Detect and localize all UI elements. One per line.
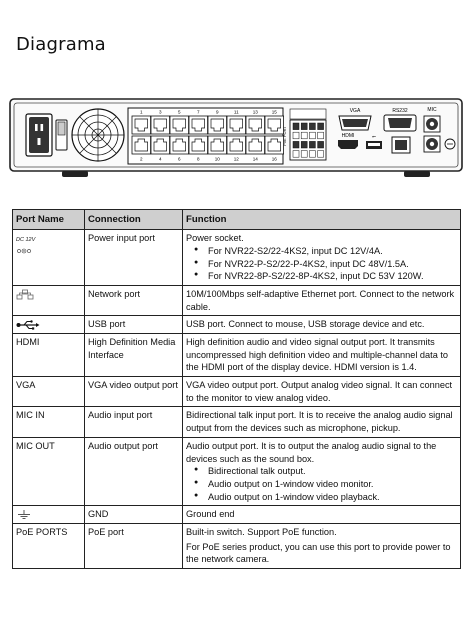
rear-panel-drawing (0, 94, 474, 180)
mic-in-jack-icon (424, 116, 440, 132)
terminal-pin (293, 141, 299, 148)
terminal-pin (318, 132, 324, 139)
network-icon (16, 289, 34, 301)
rj45-port (151, 116, 170, 134)
terminal-pin (318, 123, 324, 130)
terminal-pin (293, 132, 299, 139)
mic-in-port-name: MIC IN (13, 407, 85, 437)
table-row (13, 285, 461, 315)
power-socket-icon (26, 114, 52, 156)
usb-port-connection: USB port (85, 316, 183, 334)
power-port-intro: Power socket. (186, 233, 244, 244)
port-number: 13 (252, 109, 258, 115)
port-number: 8 (197, 156, 200, 162)
network-port-connection: Network port (85, 285, 183, 315)
terminal-pin (309, 123, 315, 130)
gnd-port-connection: GND (85, 506, 183, 524)
hdmi-port-connection: High Definition Media Interface (85, 334, 183, 377)
list-item: ● For NVR22-S2/22-4KS2, input DC 12V/4A. (186, 245, 457, 258)
port-number: 5 (178, 109, 181, 115)
terminal-pin (301, 123, 307, 130)
terminal-pin (301, 141, 307, 148)
rj45-port (132, 116, 151, 134)
rj45-port (265, 136, 284, 154)
mic-out-port-name: MIC OUT (13, 437, 85, 505)
mic-in-port-function: Bidirectional talk input port. It is to receive the analog audio signal output from the devices such as microphone, pickup. (183, 407, 461, 437)
power-port-connection: Power input port (85, 230, 183, 286)
usb-icon (16, 320, 40, 330)
network-port-icon (392, 137, 410, 153)
table-row (13, 407, 461, 437)
rj45-port (208, 136, 227, 154)
rj45-port (227, 116, 246, 134)
mic-out-port-function (183, 437, 461, 505)
poe-port-function (183, 523, 461, 568)
port-number: 9 (216, 109, 219, 115)
vga-port-function: VGA video output port. Output analog video signal. It can connect to the monitor to view analog video. (183, 377, 461, 407)
poe-port-connection: PoE port (85, 523, 183, 568)
terminal-pin (309, 132, 315, 139)
mic-out-jack-icon (424, 136, 440, 152)
poe-port-label: PoE PORT (282, 126, 287, 146)
rj45-port (227, 136, 246, 154)
hdmi-port-icon (338, 140, 358, 149)
header-connection: Connection (85, 210, 183, 230)
terminal-pin (293, 151, 299, 158)
table-row (13, 230, 461, 286)
port-number: 15 (271, 109, 277, 115)
terminal-pin (301, 132, 307, 139)
port-number: 6 (178, 156, 181, 162)
mic-out-port-connection: Audio output port (85, 437, 183, 505)
rj45-port (246, 136, 265, 154)
header-function: Function (183, 210, 461, 230)
port-number: 16 (271, 156, 277, 162)
list-item: ● Bidirectional talk output. (186, 465, 457, 478)
vga-label: VGA (349, 108, 361, 114)
power-port-function (183, 230, 461, 286)
vga-port-connection: VGA video output port (85, 377, 183, 407)
table-row (13, 437, 461, 505)
power-port-name (13, 230, 85, 286)
svg-text:⭠: ⭠ (371, 134, 377, 140)
network-port-function: 10M/100Mbps self-adaptive Ethernet port. Connect to the network cable. (183, 285, 461, 315)
rj45-port (208, 116, 227, 134)
rj45-port (189, 136, 208, 154)
rs232-port-icon (384, 115, 416, 131)
terminal-pin (309, 141, 315, 148)
rj45-port (151, 136, 170, 154)
port-number: 10 (214, 156, 220, 162)
gnd-port-function: Ground end (183, 506, 461, 524)
usb-port-name (13, 316, 85, 334)
rj45-port (265, 116, 284, 134)
mic-in-port-connection: Audio input port (85, 407, 183, 437)
list-item: ● For NVR22-8P-S2/22-8P-4KS2, input DC 53V 120W. (186, 270, 457, 283)
vga-port-name: VGA (13, 377, 85, 407)
poe-function-line-1: Built-in switch. Support PoE function. (186, 526, 337, 537)
mic-label: MIC (427, 107, 437, 113)
poe-function-line-2: For PoE series product, you can use this port to provide power to the network camera. (186, 541, 451, 565)
foot-right (404, 171, 430, 177)
hdmi-label: HDMI (341, 133, 355, 139)
ground-icon (16, 510, 32, 520)
rj45-port (170, 116, 189, 134)
terminal-pin (301, 151, 307, 158)
header-port-name: Port Name (13, 210, 85, 230)
table-row (13, 377, 461, 407)
port-function-table (12, 209, 461, 569)
rs232-label: RS232 (392, 108, 408, 114)
port-number: 4 (159, 156, 162, 162)
power-switch-icon (56, 120, 67, 150)
rj45-port (189, 116, 208, 134)
page-title: Diagrama (16, 34, 106, 55)
fan-icon (72, 109, 124, 161)
dc-12v-label: DC 12V (16, 237, 36, 244)
table-row (13, 334, 461, 377)
hdmi-port-name: HDMI (13, 334, 85, 377)
poe-port-name: PoE PORTS (13, 523, 85, 568)
alarm-terminal-block (290, 109, 326, 160)
port-number: 7 (197, 109, 200, 115)
list-item: ● Audio output on 1-window video monitor. (186, 478, 457, 491)
terminal-pin (318, 141, 324, 148)
table-header-row (13, 210, 461, 230)
port-number: 1 (140, 109, 143, 115)
port-number: 3 (159, 109, 162, 115)
table-row (13, 316, 461, 334)
terminal-pin (309, 151, 315, 158)
rj45-port (170, 136, 189, 154)
terminal-pin (293, 123, 299, 130)
dc-polarity-icon (16, 248, 32, 254)
gnd-port-name (13, 506, 85, 524)
port-number: 12 (233, 156, 239, 162)
mic-out-intro: Audio output port. It is to output the analog audio signal to the devices such as the sound box. (186, 440, 437, 464)
device-rear-panel (0, 94, 474, 180)
list-item: ● For NVR22-P-S2/22-P-4KS2, input DC 48V/1.5A. (186, 258, 457, 271)
rj45-port (246, 116, 265, 134)
usb-port-function: USB port. Connect to mouse, USB storage device and etc. (183, 316, 461, 334)
network-port-name (13, 285, 85, 315)
table-row (13, 523, 461, 568)
foot-left (62, 171, 88, 177)
rj45-port (132, 136, 151, 154)
ground-screw-icon (445, 139, 455, 149)
vga-port-icon (339, 116, 371, 130)
port-number: 14 (252, 156, 258, 162)
list-item: ● Audio output on 1-window video playback. (186, 491, 457, 504)
table-row (13, 506, 461, 524)
terminal-pin (318, 151, 324, 158)
port-number: 2 (140, 156, 143, 162)
hdmi-port-function: High definition audio and video signal output port. It transmits uncompressed high definition video and multiple-channel data to the HDMI port of the display device. HDMI version is 1.4. (183, 334, 461, 377)
port-number: 11 (233, 109, 239, 115)
